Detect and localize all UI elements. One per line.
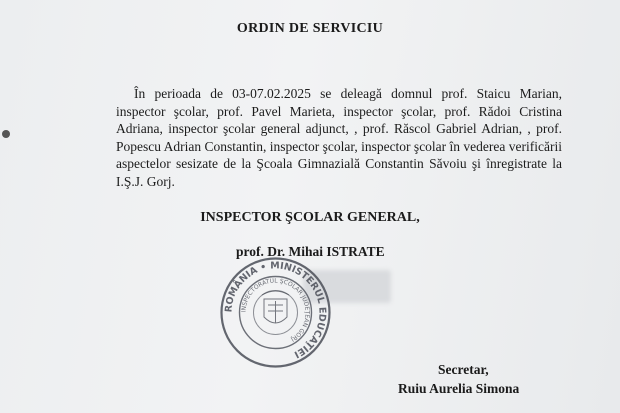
- secretary-name: Ruiu Aurelia Simona: [398, 381, 520, 396]
- secretary-title: Secretar,: [438, 362, 489, 377]
- stamp-outer-text: ROMÂNIA • MINISTERUL EDUCAŢIEI: [223, 260, 328, 360]
- body-paragraph: [116, 85, 562, 190]
- paragraph-intro: În: [134, 86, 146, 101]
- document-body: [116, 85, 562, 190]
- signatory-name: prof. Dr. Mihai ISTRATE: [236, 244, 385, 259]
- official-stamp-icon: [218, 255, 333, 370]
- signatory-title: INSPECTOR ŞCOLAR GENERAL,: [200, 210, 420, 225]
- document-title: ORDIN DE SERVICIU: [236, 21, 384, 36]
- binder-hole: [2, 130, 10, 138]
- stamp-inner-text: INSPECTORATUL ŞCOLAR JUDEŢEAN GORJ: [240, 277, 311, 343]
- paragraph-text: perioada de 03-07.02.2025 se deleagă domnul prof. Staicu Marian, inspector şcolar, prof. Pavel Marieta, inspector şcolar, prof. Rădoi Cristina Adriana, inspector şcolar general adjunct, , prof. Răscol Gabriel Adrian, , prof. Popescu Adrian Constantin, inspector şcolar, inspector şcolar în vederea verificării aspectelor sesizate de la Şcoala Gimnazială Constantin Săvoiu şi înregistrate la I.Ş.J. Gorj.: [116, 86, 562, 189]
- coat-of-arms-icon: [262, 291, 289, 323]
